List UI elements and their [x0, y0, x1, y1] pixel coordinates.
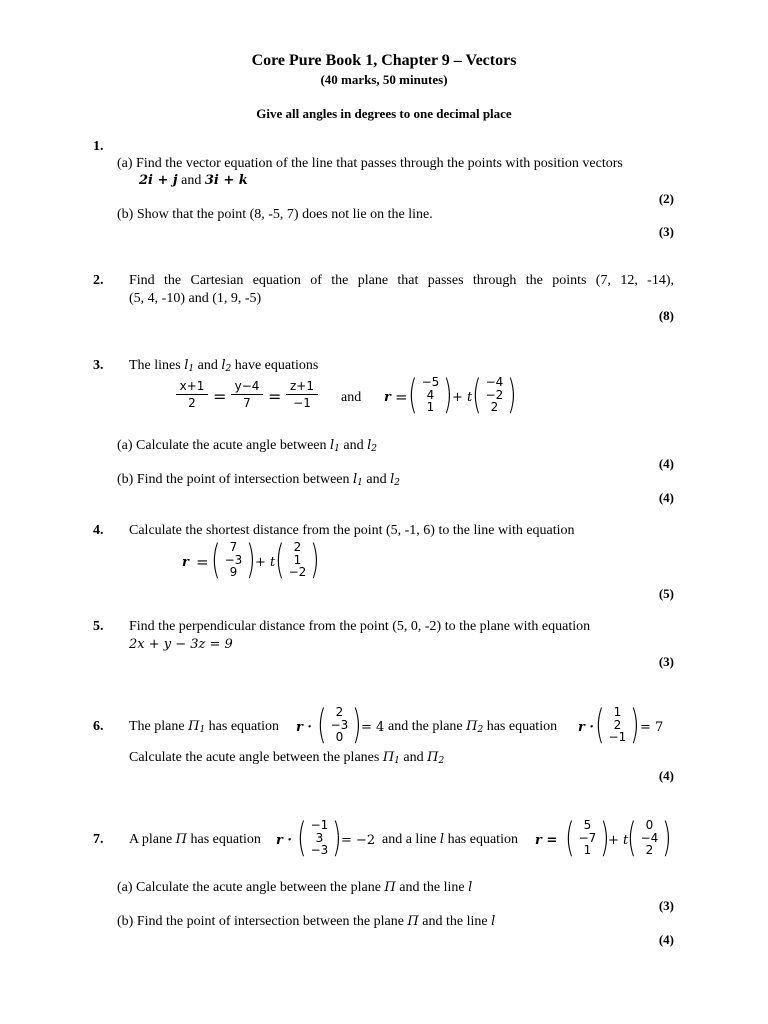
q3-intro-and: and [197, 358, 218, 373]
q6-r-dot-1: r · [296, 720, 312, 735]
q1a-vector-2: 3i + k [204, 173, 248, 188]
q3-intro-pre: The lines [129, 358, 181, 373]
q6-rhs-2: = 7 [640, 720, 664, 735]
q3-fraction-x: $\frac{x+1}{2}$ [176, 378, 208, 411]
q3a-marks: (4) [658, 456, 674, 471]
q6-normal-vector-1: ( 2 −3 0 ) [317, 702, 362, 748]
q3a-text: (a) Calculate the acute angle between $l_1$ and $l_2$ [117, 438, 378, 454]
q3-position-vector: ( −5 4 1 ) [408, 372, 453, 418]
q3-plus-t: + t [452, 390, 473, 405]
q3-number: 3. [93, 358, 104, 373]
q7b-marks: (4) [658, 932, 674, 947]
q4-text: Calculate the shortest distance from the point (5, -1, 6) to the line with equation [129, 523, 575, 538]
q6-line2: Calculate the acute angle between the planes $\Pi_1$ and $\Pi_2$ [129, 750, 445, 766]
q2-number: 2. [93, 273, 104, 288]
q3-direction-vector: ( −4 −2 2 ) [472, 372, 517, 418]
q7-rhs: = −2 [341, 833, 376, 848]
q6-normal-vector-2: ( 1 2 −1 ) [595, 702, 640, 748]
q3-r: r [384, 390, 391, 405]
q3-intro-post: have equations [234, 358, 319, 373]
q7-direction-vector: ( 0 −4 2 ) [627, 815, 672, 861]
q1a-text: (a) Find the vector equation of the line that passes through the points with position vectors [117, 156, 623, 171]
q3-fraction-y: $\frac{y-4}{7}$ [231, 378, 263, 411]
q7-normal-vector: ( −1 3 −3 ) [297, 815, 342, 861]
q3-line-l1: $l_1$ [184, 358, 195, 374]
q4-direction-vector: ( 2 1 −2 ) [275, 537, 320, 583]
q5-marks: (3) [658, 654, 674, 669]
q3-and: and [341, 390, 362, 405]
page-title: Core Pure Book 1, Chapter 9 – Vectors [251, 52, 517, 69]
q4-number: 4. [93, 523, 104, 538]
q3-equals-2: = [268, 387, 282, 406]
q5-text: Find the perpendicular distance from the point (5, 0, -2) to the plane with equation [129, 619, 591, 634]
q2-line2: (5, 4, -10) and (1, 9, -5) [129, 291, 262, 306]
q1-number: 1. [93, 139, 104, 154]
q1a-marks: (2) [658, 191, 674, 206]
q2-line1: Find the Cartesian equation of the plane that passes through the points (7, 12, -14), [129, 273, 674, 288]
q1b-text: (b) Show that the point (8, -5, 7) does not lie on the line. [117, 207, 433, 222]
q3-line-l2: $l_2$ [221, 358, 232, 374]
q7-number: 7. [93, 832, 104, 847]
q1a-and: and [181, 173, 202, 188]
q4-r: r [182, 555, 189, 570]
q3b-marks: (4) [658, 490, 674, 505]
q4-r-equals: = [196, 553, 209, 571]
q3-equals-1: = [213, 387, 227, 406]
q3-fraction-z: $\frac{z+1}{-1}$ [286, 378, 318, 411]
q2-marks: (8) [658, 308, 674, 323]
q4-marks: (5) [658, 586, 674, 601]
q7a-text: (a) Calculate the acute angle between the plane Π and the line l [117, 880, 473, 895]
q6-mid: and the plane $\Pi_2$ has equation [388, 719, 558, 735]
q6-r-dot-2: r · [578, 720, 594, 735]
q7-pre: A plane Π has equation [129, 832, 261, 847]
q4-position-vector: ( 7 −3 9 ) [211, 537, 256, 583]
page-subtitle: (40 marks, 50 minutes) [320, 72, 448, 87]
q3-r-equals: = [395, 388, 408, 406]
q1a-vector-1: 2i + j [139, 173, 178, 188]
q7-mid: and a line l has equation [382, 832, 518, 847]
q7-plus-t: + t [608, 833, 629, 848]
q7-r-equals: r = [535, 833, 558, 848]
instruction: Give all angles in degrees to one decimal place [256, 106, 512, 121]
q7-r-dot: r · [276, 833, 292, 848]
q1b-marks: (3) [658, 224, 674, 239]
q1a-vectors [139, 173, 248, 189]
q6-number: 6. [93, 719, 104, 734]
q3b-text: (b) Find the point of intersection between $l_1$ and $l_2$ [117, 472, 401, 488]
q7b-text: (b) Find the point of intersection between the plane Π and the line l [117, 914, 496, 929]
q7a-marks: (3) [658, 898, 674, 913]
q6-marks: (4) [658, 768, 674, 783]
q6-rhs-1: = 4 [361, 720, 385, 735]
q6-pre: The plane $\Pi_1$ has equation [129, 719, 280, 735]
q4-plus-t: + t [255, 555, 276, 570]
q5-number: 5. [93, 619, 104, 634]
q5-equation: 2x + y − 3z = 9 [129, 637, 233, 652]
q7-position-vector: ( 5 −7 1 ) [565, 815, 610, 861]
q3-intro [129, 358, 318, 374]
